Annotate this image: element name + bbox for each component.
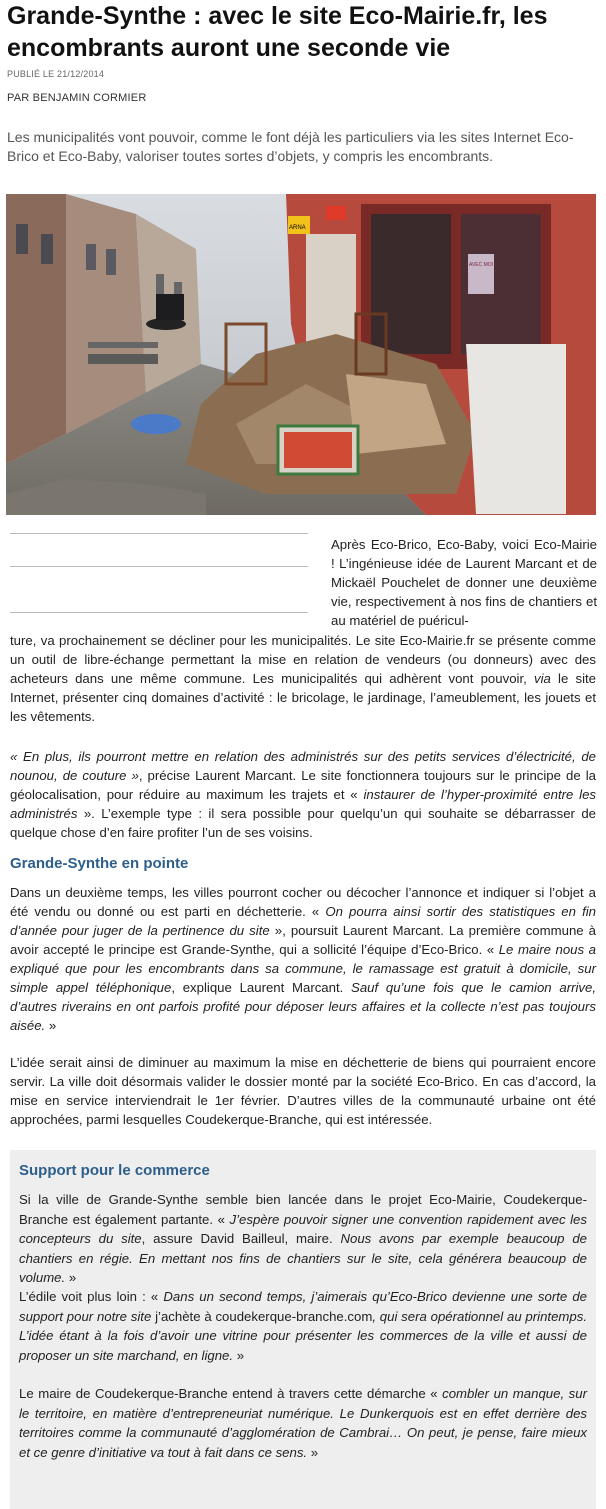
box-paragraph-3: Le maire de Coudekerque-Branche entend à travers cette démarche « combler un manque, sur le territoire, en matière d’entrepreneuriat numérique. Le Dunkerquois est en effet derrière des territoires comme la communauté d’agglomération de Cambrai… On peut, je pense, faire mieux et ce genre d’initiative va tout à fait dans ce sens. »: [19, 1386, 587, 1460]
box-paragraph-2: L’édile voit plus loin : « Dans un second temps, j’aimerais qu’Eco-Brico devienne une sorte de support pour notre site j’achète à coudekerque-branche.com, qui sera opérationnel au printemps. L’idée étant à la fois d’avoir une vitrine pour présenter les commerces de la ville et aussi de proposer un site marchand, en ligne. »: [19, 1289, 587, 1363]
article-intro: Les municipalités vont pouvoir, comme le font déjà les particuliers via les sites Internet Eco-Brico et Eco-Baby, valoriser toutes sortes d’objets, y compris les encombrants.: [7, 129, 574, 164]
paragraph-2: « En plus, ils pourront mettre en relation des administrés sur des petits services d’électricité, de nounou, de couture », précise Laurent Marcant. Le site fonctionnera toujours sur le principe de la géolocalisation, pour réduire au maximum les trajets et « instaurer de l’hyper-proximité entre les administrés ». L’exemple type : il sera possible pour quelqu’un qui souhaite se débarrasser de quelque chose d’en faire profiter l’un de ses voisins.: [10, 749, 597, 840]
side-divider: [10, 566, 308, 567]
photo-sign-poster: AVEC MOI: [469, 262, 494, 268]
section-heading-grande-synthe: Grande-Synthe en pointe: [10, 855, 189, 872]
paragraph-3: Dans un deuxième temps, les villes pourront cocher ou décocher l’annonce et indiquer si l’objet a été vendu ou donné ou est parti en déchetterie. « On pourra ainsi sortir des statistiques en fin d’année pour juger de la pertinence du site », poursuit Laurent Marcant. La première commune à avoir accepté le principe est Grande-Synthe, qui a sollicité l’équipe d’Eco-Brico. « Le maire nous a expliqué que pour les encombrants dans sa commune, le ramassage est gratuit à domicile, sur simple appel téléphonique, explique Laurent Marcant. Sauf qu’une fois que le camion arrive, d’autres riverains en ont parfois profité pour déposer leurs affaires et la collecte n’est pas toujours aisée. »: [10, 885, 596, 1033]
publish-date: PUBLIÉ LE 21/12/2014: [7, 69, 105, 79]
article-photo[interactable]: [6, 194, 596, 515]
paragraph-4: L’idée serait ainsi de diminuer au maximum la mise en déchetterie de biens qui pourraient encore servir. La ville doit désormais valider le dossier monté par la société Eco-Brico. En cas d’accord, la mise en service interviendrait le 1er février. D’autres villes de la communauté urbaine ont été approchées, parmi lesquelles Coudekerque-Branche, qui est intéressée.: [10, 1055, 596, 1127]
article-title: Grande-Synthe : avec le site Eco-Mairie.fr, les encombrants auront une seconde vie: [7, 2, 548, 62]
box-paragraph-1: Si la ville de Grande-Synthe semble bien lancée dans le projet Eco-Mairie, Coudekerque-Branche est également partante. « J’espère pouvoir signer une convention rapidement avec les concepteurs du site, assure David Bailleul, maire. Nous avons par exemple beaucoup de chantiers en régie. En mettant nos fins de chantiers sur le site, cela générera beaucoup de volume. »: [19, 1192, 587, 1285]
photo-sign-arna: ARNA: [289, 225, 306, 231]
box-heading: Support pour le commerce: [19, 1162, 210, 1179]
side-divider: [10, 612, 308, 613]
author-byline: PAR BENJAMIN CORMIER: [7, 92, 147, 104]
paragraph-1-continued: ture, va prochainement se décliner pour les municipalités. Le site Eco-Mairie.fr se présente comme un outil de libre-échange permettant la mise en relation de vendeurs (ou donneurs) avec des acheteurs dans une même commune. Les municipalités qui adhèrent vont pouvoir, via le site Internet, présenter cinq domaines d’activité : le bricolage, le jardinage, l’ameublement, les jouets et les vêtements.: [10, 633, 596, 724]
sidebar-box-commerce: [10, 1150, 596, 1509]
paragraph-1-start: Après Eco-Brico, Eco-Baby, voici Eco-Mairie ! L’ingénieuse idée de Laurent Marcant et de Mickaël Pouchelet de donner une deuxième vie, respectivement à nos fins de chantiers et au matériel de puéricul-: [331, 537, 597, 628]
side-divider: [10, 533, 308, 534]
